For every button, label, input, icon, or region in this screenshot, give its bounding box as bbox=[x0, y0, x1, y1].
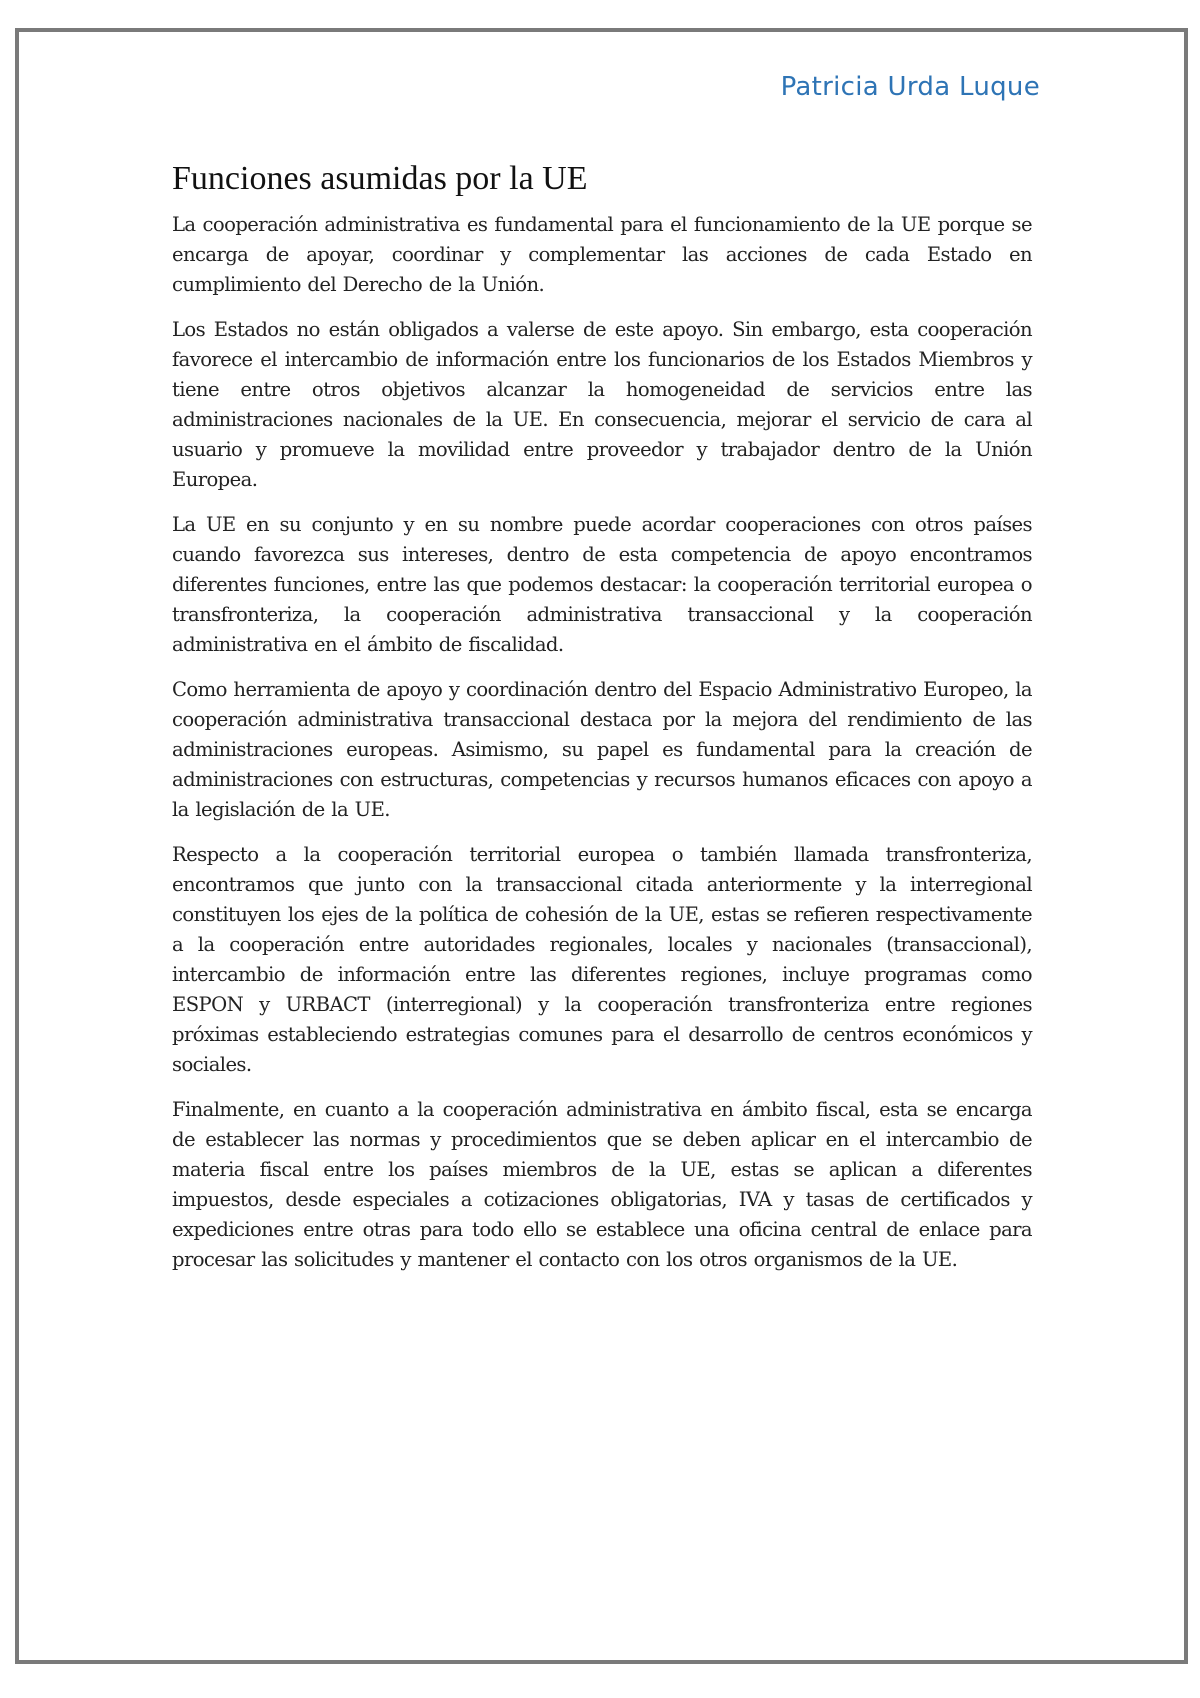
paragraph: La UE en su conjunto y en su nombre puede acordar cooperaciones con otros países cuando favorezca sus intereses, dentro de esta competencia de apoyo encontramos diferentes funciones, entre las que podemos destacar: la cooperación territorial europea o transfronteriza, la cooperación administrativa transaccional y la cooperación administrativa en el ámbito de fiscalidad. bbox=[172, 513, 1032, 656]
document-body bbox=[172, 160, 1032, 1290]
paragraph: Los Estados no están obligados a valerse de este apoyo. Sin embargo, esta cooperación favorece el intercambio de información entre los funcionarios de los Estados Miembros y tiene entre otros objetivos alcanzar la homogeneidad de servicios entre las administraciones nacionales de la UE. En consecuencia, mejorar el servicio de cara al usuario y promueve la movilidad entre proveedor y trabajador dentro de la Unión Europea. bbox=[172, 318, 1032, 491]
header-author: Patricia Urda Luque bbox=[780, 72, 1040, 102]
paragraph: Respecto a la cooperación territorial europea o también llamada transfronteriza, encontramos que junto con la transaccional citada anteriormente y la interregional constituyen los ejes de la política de cohesión de la UE, estas se refieren respectivamente a la cooperación entre autoridades regionales, locales y nacionales (transaccional), intercambio de información entre las diferentes regiones, incluye programas como ESPON y URBACT (interregional) y la cooperación transfronteriza entre regiones próximas estableciendo estrategias comunes para el desarrollo de centros económicos y sociales. bbox=[172, 843, 1032, 1076]
paragraph: Finalmente, en cuanto a la cooperación administrativa en ámbito fiscal, esta se encarga de establecer las normas y procedimientos que se deben aplicar en el intercambio de materia fiscal entre los países miembros de la UE, estas se aplican a diferentes impuestos, desde especiales a cotizaciones obligatorias, IVA y tasas de certificados y expediciones entre otras para todo ello se establece una oficina central de enlace para procesar las solicitudes y mantener el contacto con los otros organismos de la UE. bbox=[172, 1098, 1032, 1271]
document-title: Funciones asumidas por la UE bbox=[172, 160, 588, 197]
paragraph: La cooperación administrativa es fundamental para el funcionamiento de la UE porque se encarga de apoyar, coordinar y complementar las acciones de cada Estado en cumplimiento del Derecho de la Unión. bbox=[172, 213, 1032, 296]
paragraph: Como herramienta de apoyo y coordinación dentro del Espacio Administrativo Europeo, la cooperación administrativa transaccional destaca por la mejora del rendimiento de las administraciones europeas. Asimismo, su papel es fundamental para la creación de administraciones con estructuras, competencias y recursos humanos eficaces con apoyo a la legislación de la UE. bbox=[172, 678, 1032, 821]
